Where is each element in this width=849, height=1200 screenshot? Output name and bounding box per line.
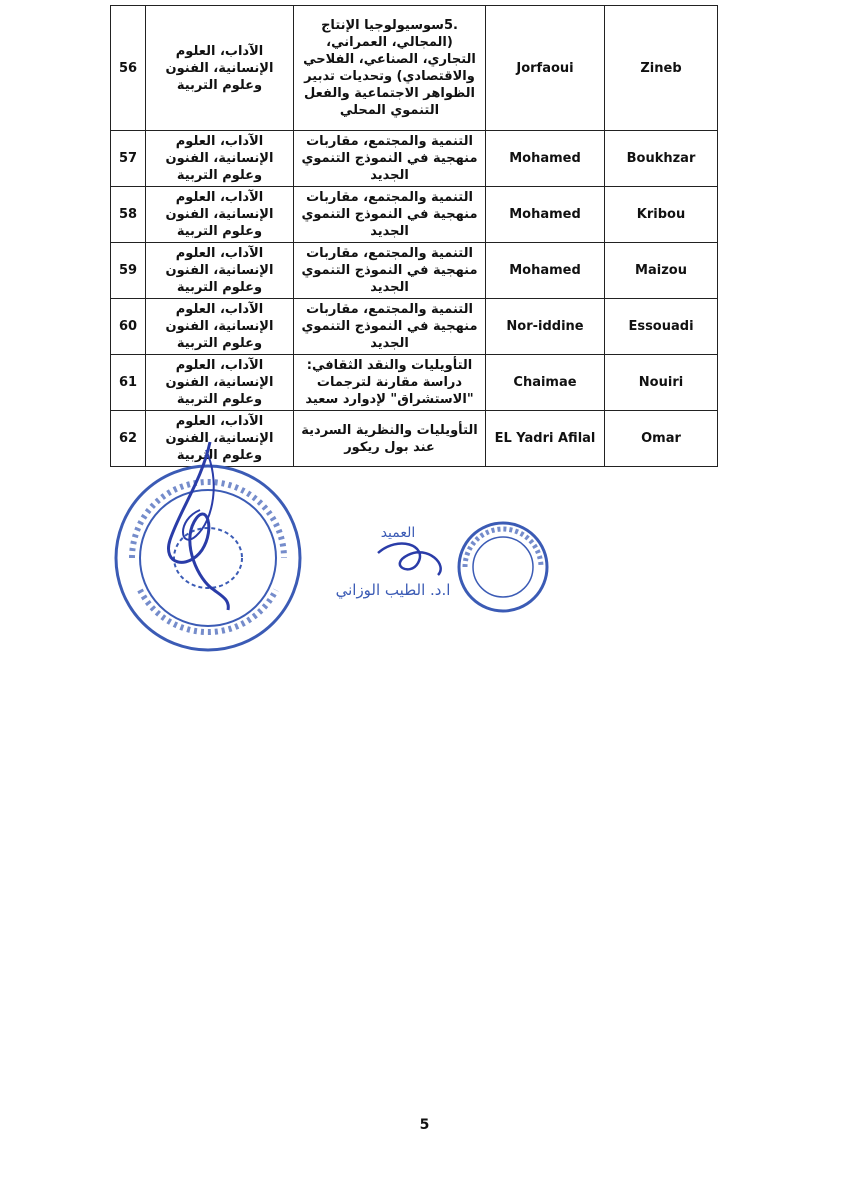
field-cell: الآداب، العلوم الإنسانية، الفنون وعلوم التربية xyxy=(146,355,294,411)
table-row xyxy=(111,6,718,131)
seal-outer-ring xyxy=(116,466,300,650)
last-name-cell: Maizou xyxy=(605,243,718,299)
round-stamp-outer xyxy=(459,523,547,611)
dean-title: العميد xyxy=(380,525,416,541)
signature-scribble-icon xyxy=(378,544,441,575)
first-name-cell: Nor-iddine xyxy=(486,299,605,355)
last-name-cell: Essouadi xyxy=(605,299,718,355)
last-name-cell: Omar xyxy=(605,411,718,467)
row-number: 57 xyxy=(111,131,146,187)
field-cell: الآداب، العلوم الإنسانية، الفنون وعلوم التربية xyxy=(146,411,294,467)
last-name-cell: Nouiri xyxy=(605,355,718,411)
field-cell: الآداب، العلوم الإنسانية، الفنون وعلوم التربية xyxy=(146,131,294,187)
topic-cell: التنمية والمجتمع، مقاربات منهجية في النموذج التنموي الجديد xyxy=(294,187,486,243)
table-row xyxy=(111,299,718,355)
row-number: 58 xyxy=(111,187,146,243)
field-cell: الآداب، العلوم الإنسانية، الفنون وعلوم التربية xyxy=(146,299,294,355)
table-row xyxy=(111,187,718,243)
round-stamp xyxy=(318,515,553,615)
field-cell: الآداب، العلوم الإنسانية، الفنون وعلوم التربية xyxy=(146,6,294,131)
row-number: 62 xyxy=(111,411,146,467)
dean-signature-block xyxy=(318,515,553,615)
round-stamp-inner xyxy=(473,537,533,597)
first-name-cell: Mohamed xyxy=(486,131,605,187)
last-name-cell: Kribou xyxy=(605,187,718,243)
field-cell: الآداب، العلوم الإنسانية، الفنون وعلوم التربية xyxy=(146,243,294,299)
first-name-cell: Mohamed xyxy=(486,187,605,243)
row-number: 60 xyxy=(111,299,146,355)
last-name-cell: Zineb xyxy=(605,6,718,131)
topic-cell: التنمية والمجتمع، مقاربات منهجية في النموذج التنموي الجديد xyxy=(294,131,486,187)
last-name-cell: Boukhzar xyxy=(605,131,718,187)
round-stamp-text-arc xyxy=(465,529,541,567)
table-row xyxy=(111,243,718,299)
first-name-cell: Mohamed xyxy=(486,243,605,299)
first-name-cell: EL Yadri Afilal xyxy=(486,411,605,467)
topic-cell: التنمية والمجتمع، مقاربات منهجية في النموذج التنموي الجديد xyxy=(294,243,486,299)
row-number: 59 xyxy=(111,243,146,299)
page-number: 5 xyxy=(419,1117,430,1133)
topic-cell: التأويليات والنقد الثقافي: دراسة مقارنة لترجمات "الاستشراق" لإدوارد سعيد xyxy=(294,355,486,411)
field-cell: الآداب، العلوم الإنسانية، الفنون وعلوم التربية xyxy=(146,187,294,243)
first-name-cell: Chaimae xyxy=(486,355,605,411)
official-seal xyxy=(110,440,315,655)
first-name-cell: Jorfaoui xyxy=(486,6,605,131)
dean-name: ا.د. الطيب الوزاني xyxy=(335,581,451,599)
seal-inner-ring xyxy=(140,490,276,626)
table-row xyxy=(111,131,718,187)
topic-cell: .5سوسيولوجيا الإنتاج (المجالي، العمراني، التجاري، الصناعي، الفلاحي والاقتصادي) وتحديات تدبير الظواهر الاجتماعية والفعل التنموي المحلي xyxy=(294,6,486,131)
results-table xyxy=(110,5,718,467)
row-number: 61 xyxy=(111,355,146,411)
table-row xyxy=(111,355,718,411)
row-number: 56 xyxy=(111,6,146,131)
topic-cell: التنمية والمجتمع، مقاربات منهجية في النموذج التنموي الجديد xyxy=(294,299,486,355)
topic-cell: التأويليات والنظرية السردية عند بول ريكور xyxy=(294,411,486,467)
